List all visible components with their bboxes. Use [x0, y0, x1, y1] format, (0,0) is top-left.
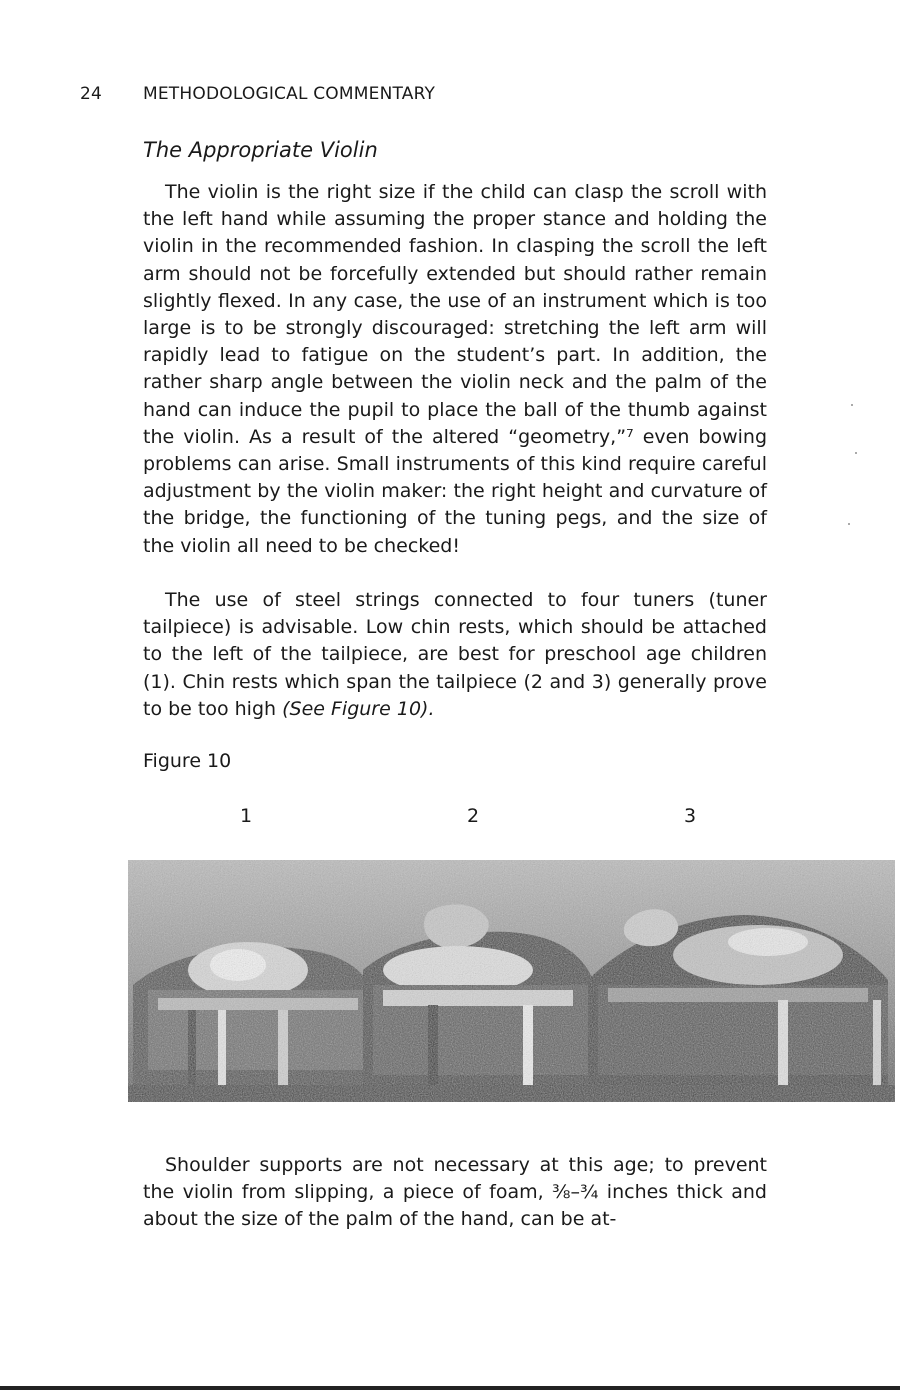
paragraph-3: [143, 1152, 767, 1234]
scan-edge: [0, 1386, 900, 1390]
violin-photo: [128, 860, 895, 1102]
running-head: METHODOLOGICAL COMMENTARY: [143, 84, 436, 104]
paragraph-2-main: The use of steel strings connected to four tuners (tuner tailpiece) is advisable. Low chin rests, which should be attached to the left of the tailpiece, are best for preschool age children (1). Chin rests which span the tailpiece (2 and 3) generally prove to be too high: [143, 589, 767, 720]
figure-label: Figure 10: [143, 750, 232, 772]
figure-reference: (See Figure 10).: [282, 697, 435, 720]
section-title: The Appropriate Violin: [143, 138, 378, 162]
scan-speck: [851, 404, 853, 406]
figure-number-1: 1: [240, 805, 253, 827]
violin-photo-drawing: [128, 860, 895, 1102]
figure-number-3: 3: [684, 805, 697, 827]
paragraph-1: [143, 179, 767, 560]
scan-speck: [855, 452, 857, 454]
scan-speck: [848, 523, 850, 525]
paragraph-1-text: The violin is the right size if the child can clasp the scroll with the left hand while assuming the proper stance and holding the violin in the recommended fashion. In clasping the scroll the left arm should not be forcefully extended but should rather remain slightly flexed. In any case, the use of an instrument which is too large is to be strongly discouraged: stretching the left arm will rapidly lead to fatigue on the student’s part. In addition, the rather sharp angle between the violin neck and the palm of the hand can induce the pupil to place the ball of the thumb against the violin. As a result of the altered “geometry,”⁷ even bowing problems can arise. Small instruments of this kind require careful adjustment by the violin maker: the right height and curvature of the bridge, the functioning of the tuning pegs, and the size of the violin all need to be checked!: [143, 181, 767, 557]
paragraph-2-text: [143, 587, 767, 723]
paragraph-3-text: Shoulder supports are not necessary at this age; to prevent the violin from slipping, a piece of foam, ⅜–¾ inches thick and about the size of the palm of the hand, can be at-: [143, 1154, 767, 1231]
paragraph-2: [143, 587, 767, 723]
page-number: 24: [80, 84, 103, 104]
figure-number-2: 2: [467, 805, 480, 827]
